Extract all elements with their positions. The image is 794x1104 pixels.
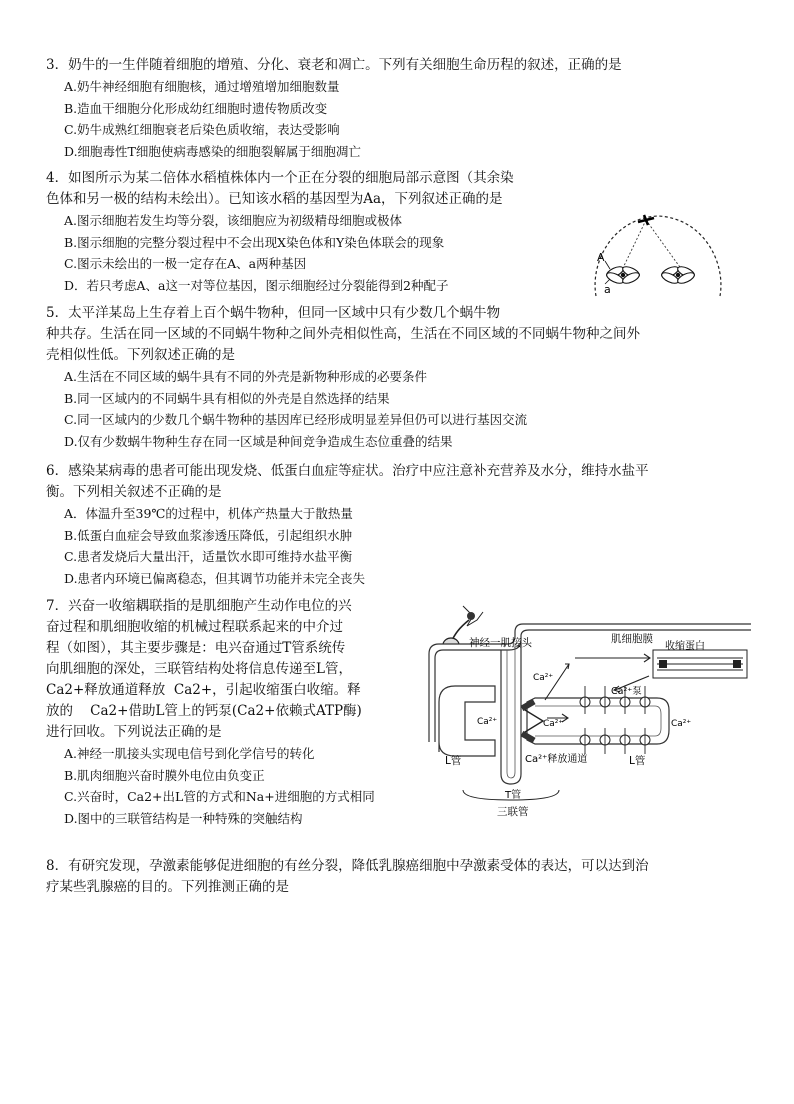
question-stem-line-2: 衡。下列相关叙述不正确的是: [46, 484, 222, 500]
option-b: B.图示细胞的完整分裂过程中不会出现X染色体和Y染色体联会的现象: [64, 234, 445, 250]
option-b: B.同一区域内的不同蜗牛具有相似的外壳是自然选择的结果: [64, 390, 390, 406]
spindle-fiber-left: [622, 220, 646, 270]
spindle-fiber-right: [646, 220, 682, 270]
label-l-tube-right: L管: [629, 755, 646, 767]
question-stem-line-1: 7．兴奋一收缩耦联指的是肌细胞产生动作电位的兴: [46, 598, 352, 614]
question-stem-line-1: 6．感染某病毒的患者可能出现发烧、低蛋白血症等症状。治疗中应注意补充营养及水分，维持水盐平: [46, 463, 649, 479]
contractile-protein: [653, 650, 747, 678]
option-a: A.奶牛神经细胞有细胞核，通过增殖增加细胞数量: [64, 79, 340, 94]
question-stem-line-7: 进行回收。下列说法正确的是: [46, 724, 222, 740]
label-l-tube-left: L管: [445, 755, 462, 767]
label-membrane: 肌细胞膜: [611, 633, 653, 645]
question-stem-line-1: 8．有研究发现，孕激素能够促进细胞的有丝分裂，降低乳腺癌细胞中孕激素受体的表达，可以达到治: [46, 858, 649, 874]
cell-outline: [595, 216, 721, 296]
gene-label-a: a: [604, 283, 611, 296]
question-stem-line-2: 疗某些乳腺癌的目的。下列推测正确的是: [46, 879, 289, 895]
option-a: A.图示细胞若发生均等分裂，该细胞应为初级精母细胞或极体: [64, 213, 403, 228]
question-6: [46, 461, 649, 589]
option-c: C.同一区域内的少数几个蜗牛物种的基因库已经形成明显差异但仍可以进行基因交流: [64, 412, 528, 427]
question-5: [46, 303, 640, 452]
option-a: A．体温升至39℃的过程中，机体产热量大于散热量: [64, 506, 353, 521]
label-ca-1: Ca²⁺: [533, 673, 554, 683]
option-a: A.生活在不同区域的蜗牛具有不同的外壳是新物种形成的必要条件: [64, 369, 428, 384]
question-8: [46, 856, 649, 898]
question-stem-line-3: 壳相似性低。下列叙述正确的是: [46, 347, 235, 363]
gene-label-A: A: [597, 251, 605, 264]
option-c: C.兴奋时，Ca2+出L管的方式和Na+进细胞的方式相同: [64, 789, 375, 804]
question-stem-line-5: Ca2+释放通道释放 Ca2+，引起收缩蛋白收缩。释: [46, 682, 361, 698]
option-b: B.低蛋白血症会导致血浆渗透压降低，引起组织水肿: [64, 527, 353, 543]
question-3: [46, 55, 622, 162]
excitation-contraction-figure: [425, 602, 755, 820]
option-d: D.细胞毒性T细胞使病毒感染的细胞裂解属于细胞凋亡: [64, 143, 361, 159]
option-c: C.患者发烧后大量出汗，适量饮水即可维持水盐平衡: [64, 549, 353, 564]
t-tube: [501, 642, 521, 784]
label-contractile-protein: 收缩蛋白: [665, 641, 705, 652]
question-stem-line-1: 5．太平洋某岛上生存着上百个蜗牛物种，但同一区域中只有少数几个蜗牛物: [46, 305, 501, 321]
question-4: [46, 168, 514, 296]
centrosome: [638, 215, 654, 225]
option-d: D.患者内环境已偏离稳态，但其调节功能并未完全丧失: [64, 570, 366, 586]
option-c: C.图示未绘出的一极一定存在A、a两种基因: [64, 256, 307, 271]
label-ca-3: Ca²⁺: [477, 717, 498, 727]
option-b: B.肌肉细胞兴奋时膜外电位由负变正: [64, 767, 265, 783]
label-release-channel: Ca²⁺释放通道: [525, 754, 588, 765]
option-d: D.仅有少数蜗牛物种生存在同一区域是种间竞争造成生态位重叠的结果: [64, 433, 453, 449]
question-stem-line-4: 向肌细胞的深处，三联管结构处将信息传递至L管，: [46, 661, 352, 677]
option-b: B.造血干细胞分化形成幼红细胞时遗传物质改变: [64, 100, 328, 116]
label-ca-2: Ca²⁺: [543, 719, 564, 729]
option-d: D．若只考虑A、a这一对等位基因，图示细胞经过分裂能得到2种配子: [64, 277, 449, 293]
question-stem: 3．奶牛的一生伴随着细胞的增殖、分化、衰老和凋亡。下列有关细胞生命历程的叙述，正确的是: [46, 57, 622, 73]
label-nmj: 神经一肌接头: [469, 637, 532, 649]
label-triad: 三联管: [497, 806, 529, 818]
label-ca-pump: Ca²⁺泵: [611, 686, 642, 697]
option-a: A.神经一肌接头实现电信号到化学信号的转化: [64, 746, 315, 761]
dividing-cell-figure: [588, 212, 728, 298]
question-stem-line-2: 奋过程和肌细胞收缩的机械过程联系起来的中介过: [46, 619, 343, 635]
question-stem-line-1: 4．如图所示为某二倍体水稻植株体内一个正在分裂的细胞局部示意图（其余染: [46, 170, 514, 186]
label-ca-4: Ca²⁺: [671, 719, 692, 729]
label-t-tube: T管: [505, 790, 522, 801]
question-stem-line-2: 色体和另一极的结构未绘出）。已知该水稻的基因型为Aa，下列叙述正确的是: [46, 191, 503, 207]
option-c: C.奶牛成熟红细胞衰老后染色质收缩，表达受影响: [64, 122, 340, 137]
chromosome-right: [660, 265, 696, 286]
question-stem-line-6: 放的 Ca2+借助L管上的钙泵(Ca2+依赖式ATP酶): [46, 703, 362, 719]
question-stem-line-2: 种共存。生活在同一区域的不同蜗牛物种之间外壳相似性高，生活在不同区域的不同蜗牛物种之间外: [46, 326, 640, 342]
option-d: D.图中的三联管结构是一种特殊的突触结构: [64, 810, 303, 826]
question-7: [46, 596, 418, 829]
question-stem-line-3: 程（如图），其主要步骤是：电兴奋通过T管系统传: [46, 640, 346, 656]
ca-release-channel: [520, 699, 543, 743]
